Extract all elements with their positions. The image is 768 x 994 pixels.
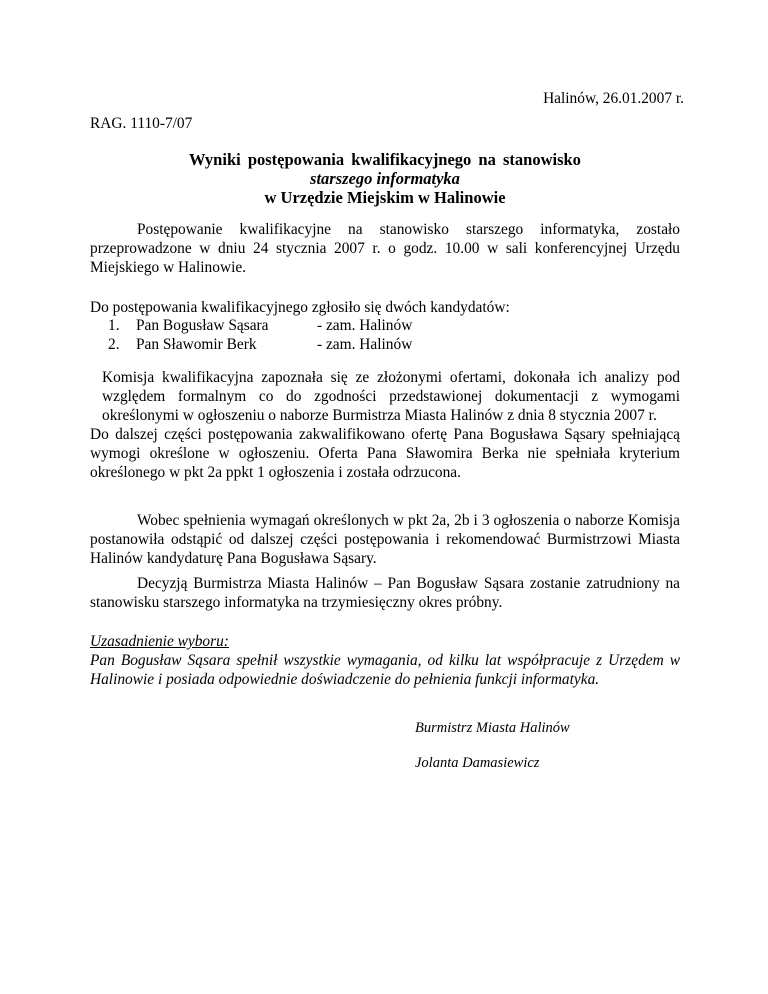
paragraph-commission-analysis: Komisja kwalifikacyjna zapoznała się ze złożonymi ofertami, dokonała ich analizy pod względem formalnym co do zgodności przedstawionej dokumentacji z wymogami określonymi w ogłoszeniu o naborze Burmistrza Miasta Halinów z dnia 8 stycznia 2007 r.: [102, 369, 680, 424]
candidate-name: Pan Bogusław Sąsara: [136, 317, 269, 334]
candidate-name: Pan Sławomir Berk: [136, 336, 257, 353]
title-line-1: Wyniki postępowania kwalifikacyjnego na stanowisko: [189, 150, 581, 169]
justification-text: Pan Bogusław Sąsara spełnił wszystkie wymagania, od kilku lat współpracuje z Urzędem w Halinowie i posiada odpowiednie doświadczenie do pełnienia funkcji informatyka.: [90, 652, 680, 688]
document-title: [90, 150, 680, 207]
title-line-2: starszego informatyka: [310, 169, 460, 188]
paragraph-decision: Decyzją Burmistrza Miasta Halinów – Pan Bogusław Sąsara zostanie zatrudniony na stanowisku starszego informatyka na trzymiesięczny okres próbny.: [90, 575, 680, 611]
reference-number: RAG. 1110-7/07: [90, 115, 193, 132]
paragraph-recommendation: Wobec spełnienia wymagań określonych w pkt 2a, 2b i 3 ogłoszenia o naborze Komisja postanowiła odstąpić od dalszej części postępowania i rekomendować Burmistrzowi Miasta Halinów kandydaturę Pana Bogusława Sąsary.: [90, 512, 680, 567]
candidates-intro: Do postępowania kwalifikacyjnego zgłosiło się dwóch kandydatów:: [90, 299, 510, 316]
signature-name: Jolanta Damasiewicz: [415, 755, 540, 771]
list-item: [90, 335, 680, 354]
paragraph-commission-qualification: Do dalszej części postępowania zakwalifikowano ofertę Pana Bogusława Sąsary spełniającą wymogi określone w ogłoszeniu. Oferta Pana Sławomira Berka nie spełniała kryterium określonego w pkt 2a ppkt 1 ogłoszenia i została odrzucona.: [90, 426, 680, 481]
candidate-number: 1.: [108, 317, 120, 334]
list-item: [90, 316, 680, 335]
candidate-address: - zam. Halinów: [317, 336, 413, 353]
candidate-list: [90, 316, 680, 354]
title-line-3: w Urzędzie Miejskim w Halinowie: [264, 188, 506, 207]
signature-title: Burmistrz Miasta Halinów: [415, 720, 570, 736]
candidate-address: - zam. Halinów: [317, 317, 413, 334]
place-and-date: Halinów, 26.01.2007 r.: [543, 90, 684, 107]
paragraph-procedure: Postępowanie kwalifikacyjne na stanowisko starszego informatyka, zostało przeprowadzone w dniu 24 stycznia 2007 r. o godz. 10.00 w sali konferencyjnej Urzędu Miejskiego w Halinowie.: [90, 221, 680, 276]
candidate-number: 2.: [108, 336, 120, 353]
paragraph-commission: [90, 368, 680, 482]
justification-label: Uzasadnienie wyboru:: [90, 633, 229, 650]
